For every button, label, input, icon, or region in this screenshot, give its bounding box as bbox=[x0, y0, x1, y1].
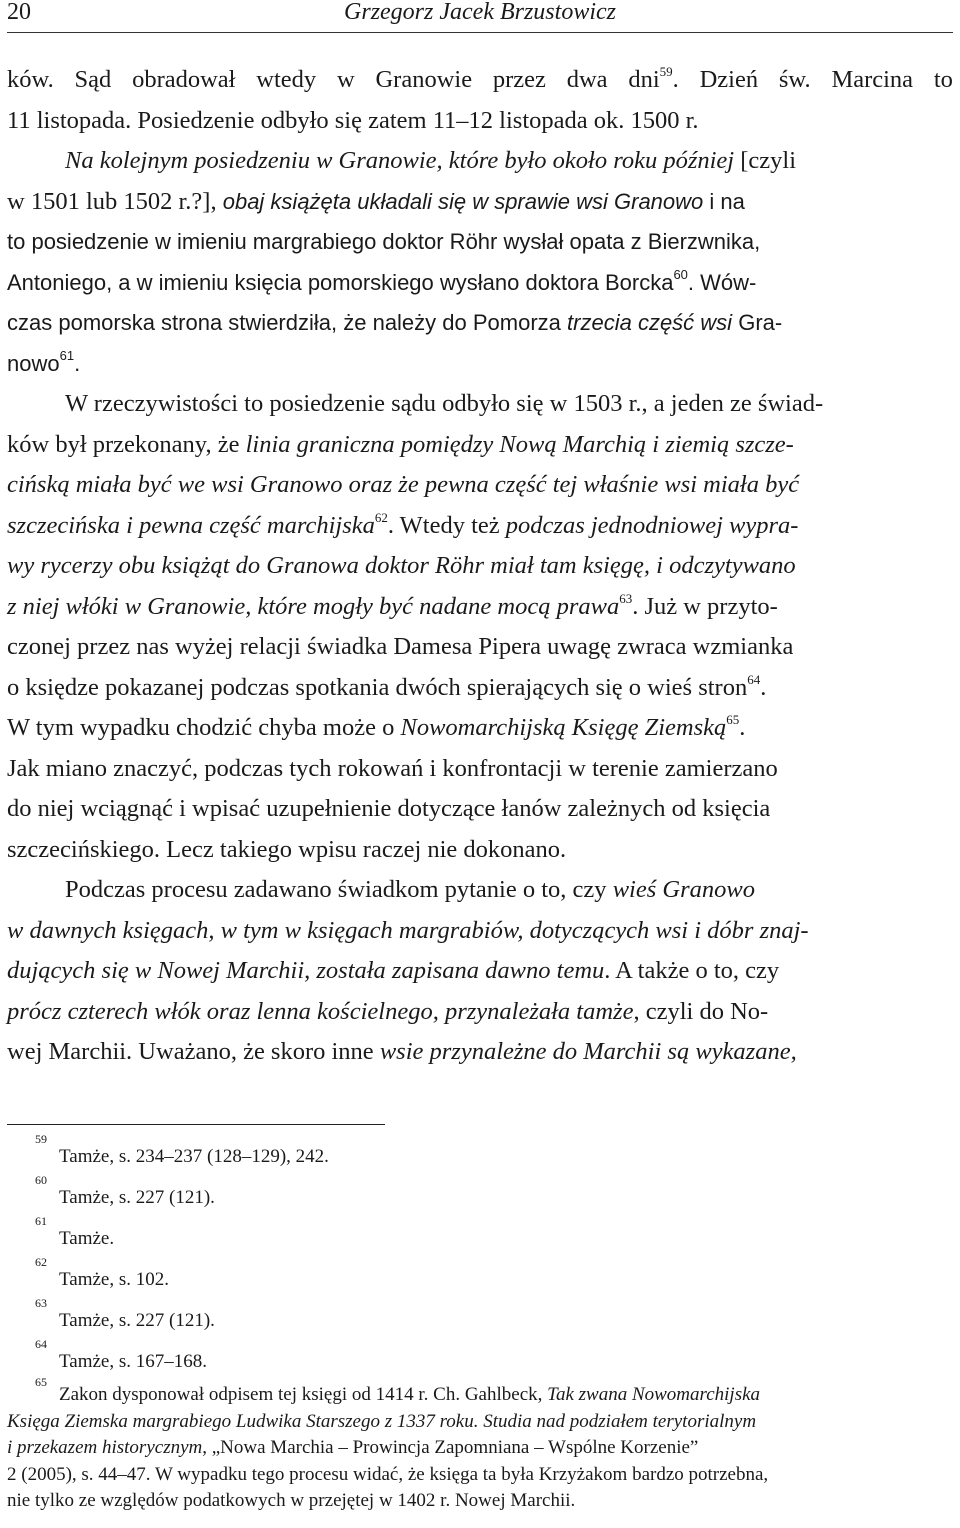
footnote-number: 60 bbox=[35, 1173, 47, 1187]
body-line: Antoniego, a w imieniu księcia pomorskiego wysłano doktora Borcka$^{60}$. Wów- bbox=[7, 266, 757, 295]
body-line: 11 listopada. Posiedzenie odbyło się zatem 11–12 listopada ok. 1500 r. bbox=[7, 106, 699, 134]
footnote-number: 62 bbox=[35, 1255, 47, 1269]
footnote-number: 64 bbox=[35, 1337, 47, 1351]
page-number: 20 bbox=[7, 0, 31, 25]
footnote-text: Tamże, s. 167–168. bbox=[59, 1351, 208, 1372]
body-line: z niej włóki w Granowie, które mogły być nadane mocą prawa$^{63}$. Już w przyto- bbox=[7, 590, 778, 620]
footnote-number: 65 bbox=[35, 1375, 47, 1389]
body-line: o księdze pokazanej podczas spotkania dwóch spierających się o wieś stron$^{64}$. bbox=[7, 671, 767, 701]
footnote-ref[interactable]: 60 bbox=[673, 266, 688, 282]
body-line: w dawnych księgach, w tym w księgach margrabiów, dotyczących wsi i dóbr znaj- bbox=[7, 916, 809, 944]
footnotes bbox=[7, 1132, 953, 1511]
body-line: w 1501 lub 1502 r.?], obaj książęta układali się w sprawie wsi Granowo i na bbox=[7, 187, 745, 215]
footnote-ref[interactable]: 63 bbox=[619, 590, 633, 606]
footnote-ref[interactable]: 64 bbox=[747, 671, 761, 687]
body-line: ków. Sąd obradował wtedy w Granowie przez dwa dni$^{59}$. Dzień św. Marcina to bbox=[7, 64, 953, 93]
body-line: nowo$^{61}$. bbox=[7, 347, 81, 376]
body-line: wy rycerzy obu książąt do Granowa doktor Röhr miał tam księgę, i odczytywano bbox=[7, 552, 796, 579]
running-head: Grzegorz Jacek Brzustowicz bbox=[344, 0, 616, 25]
footnote-text: Tamże, s. 227 (121). bbox=[59, 1310, 215, 1331]
footnote-number: 63 bbox=[35, 1296, 47, 1310]
footnote: 65 Zakon dysponował odpisem tej księgi od 1414 r. Ch. Gahlbeck, Tak zwana Nowomarchijska Księga Ziemska margrabiego Ludwika Starszego z 1337 roku. Studia nad podziałem terytorialnym i przekazem historycznym, „Nowa Marchia – Prowincja Zapomniana – Wspólne Korzenie” 2 (2005), s. 44–47. W wypadku tego procesu widać, że księga ta była Krzyżakom bardzo potrzebna, nie tylko ze względów podatkowych w przejętej w 1402 r. Nowej Marchii. bbox=[7, 1382, 953, 1515]
footnote-text: Tamże, s. 102. bbox=[59, 1269, 170, 1290]
body-line: prócz czterech włók oraz lenna kościelnego, przynależała tamże, czyli do No- bbox=[7, 997, 769, 1025]
footnote bbox=[7, 1214, 953, 1259]
footnote-ref[interactable]: 61 bbox=[59, 347, 75, 363]
header-rule bbox=[7, 32, 953, 33]
body-line: Jak miano znaczyć, podczas tych rokowań i konfrontacji w terenie zamierzano bbox=[7, 754, 778, 782]
footnote-rule bbox=[7, 1124, 385, 1125]
body-line: W tym wypadku chodzić chyba może o Nowomarchijską Księgę Ziemską$^{65}$. bbox=[7, 712, 746, 741]
footnote-text: Tamże, s. 227 (121). bbox=[59, 1187, 215, 1208]
body-line: czas pomorska strona stwierdziła, że należy do Pomorza trzecia część wsi Gra- bbox=[7, 310, 783, 335]
footnote bbox=[7, 1173, 953, 1218]
body-line: szczecińska i pewna część marchijska$^{62}$. Wtedy też podczas jednodniowej wypra- bbox=[7, 509, 799, 539]
footnote-text: Tamże, s. 234–237 (128–129), 242. bbox=[59, 1146, 329, 1167]
body-line: Na kolejnym posiedzeniu w Granowie, które było około roku później [czyli bbox=[65, 147, 797, 174]
body-line: do niej wciągnąć i wpisać uzupełnienie dotyczące łanów zależnych od księcia bbox=[7, 795, 771, 822]
body-line: Podczas procesu zadawano świadkom pytanie o to, czy wieś Granowo bbox=[65, 876, 755, 903]
footnote-text: Tamże. bbox=[59, 1228, 115, 1249]
footnote-number: 59 bbox=[35, 1132, 47, 1146]
body-line: dujących się w Nowej Marchii, została zapisana dawno temu. A także o to, czy bbox=[7, 957, 780, 984]
footnote bbox=[7, 1132, 953, 1177]
footnote-ref[interactable]: 59 bbox=[659, 64, 673, 79]
footnote-ref[interactable]: 62 bbox=[374, 509, 388, 525]
body-line: W rzeczywistości to posiedzenie sądu odbyło się w 1503 r., a jeden ze świad- bbox=[65, 390, 824, 417]
body-text bbox=[7, 60, 953, 1073]
body-line: czonej przez nas wyżej relacji świadka Damesa Pipera uwagę zwraca wzmianka bbox=[7, 633, 794, 660]
page-header bbox=[7, 0, 953, 32]
footnote-ref[interactable]: 65 bbox=[726, 712, 740, 727]
footnote-number: 61 bbox=[35, 1214, 47, 1228]
body-line: ków był przekonany, że linia graniczna pomiędzy Nową Marchią i ziemią szcze- bbox=[7, 430, 794, 458]
body-line: cińską miała być we wsi Granowo oraz że pewna część tej właśnie wsi miała być bbox=[7, 471, 800, 498]
body-line: to posiedzenie w imieniu margrabiego doktor Röhr wysłał opata z Bierzwnika, bbox=[7, 229, 761, 254]
body-line: wej Marchii. Uważano, że skoro inne wsie przynależne do Marchii są wykazane, bbox=[7, 1038, 797, 1065]
body-line: szczecińskiego. Lecz takiego wpisu raczej nie dokonano. bbox=[7, 835, 567, 863]
footnote bbox=[7, 1337, 953, 1382]
footnote bbox=[7, 1255, 953, 1300]
footnote bbox=[7, 1296, 953, 1341]
